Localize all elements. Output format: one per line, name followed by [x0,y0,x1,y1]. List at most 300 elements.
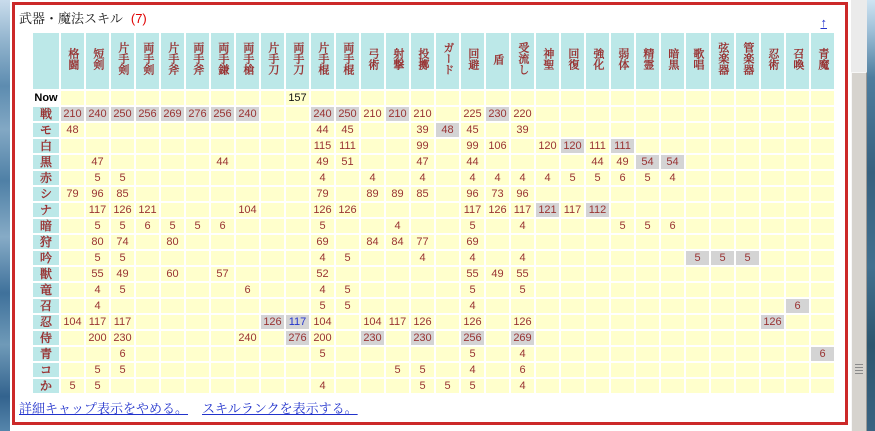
skill-cell: 210 [411,107,434,121]
skill-cell: 120 [536,139,559,153]
skill-cell [561,107,584,121]
back-to-top-link[interactable]: ↑ [820,15,827,30]
skill-cell: 256 [136,107,159,121]
skill-cell [336,379,359,393]
skill-cell [86,139,109,153]
skill-cell: 4 [511,347,534,361]
skill-cell [461,91,484,105]
skill-cell [586,267,609,281]
skill-cell [736,155,759,169]
skill-cell [261,251,284,265]
skill-cell [161,171,184,185]
skill-cell [486,379,509,393]
skill-cell: 230 [111,331,134,345]
skill-cell [211,283,234,297]
skill-cell: 79 [311,187,334,201]
skill-cell: 84 [386,235,409,249]
column-header: 回復 [561,33,584,89]
skill-cell: 80 [161,235,184,249]
row-label: 戦 [33,107,59,121]
skill-cell [761,203,784,217]
skill-cell: 44 [211,155,234,169]
toggle-cap-display-link[interactable]: 詳細キャップ表示をやめる。 [19,401,189,416]
skill-cell [761,155,784,169]
skill-cell [711,155,734,169]
skill-cell [636,235,659,249]
skill-cell [661,251,684,265]
skill-cell [686,219,709,233]
skill-cell [286,171,309,185]
skill-cell [311,91,334,105]
skill-cell [436,107,459,121]
skill-cell: 49 [611,155,634,169]
skill-cell [736,107,759,121]
skill-cell [736,267,759,281]
skill-cell [286,219,309,233]
skill-cell [736,171,759,185]
skill-cell: 200 [311,331,334,345]
skill-cell [186,315,209,329]
skill-cell [536,91,559,105]
skill-cell [136,91,159,105]
skill-cell [286,187,309,201]
skill-cell: 200 [86,331,109,345]
skill-cell [436,187,459,201]
skill-cell [711,203,734,217]
skill-cell [686,123,709,137]
skill-cell [561,155,584,169]
skill-cell [186,251,209,265]
skill-cell [786,379,809,393]
skill-cell [536,315,559,329]
skill-cell: 5 [411,379,434,393]
skill-cell: 225 [461,107,484,121]
skill-cell: 99 [461,139,484,153]
row-label: 赤 [33,171,59,185]
skill-cell: 4 [511,379,534,393]
skill-cell [386,251,409,265]
skill-cell [811,203,834,217]
row-label: 召 [33,299,59,313]
skill-cell [111,123,134,137]
skill-cell [186,347,209,361]
skill-cell [636,299,659,313]
skill-cell [136,155,159,169]
skill-cell [536,107,559,121]
skill-cell [611,283,634,297]
skill-cell [636,379,659,393]
column-header: 青魔 [811,33,834,89]
skill-cell [736,331,759,345]
skill-cell: 5 [336,251,359,265]
skill-cell [661,331,684,345]
skill-cell: 39 [411,123,434,137]
skill-cell: 79 [61,187,84,201]
skill-cell [361,155,384,169]
skill-cell [786,171,809,185]
skill-cell [236,347,259,361]
skill-cell: 5 [686,251,709,265]
skill-cell: 5 [111,283,134,297]
skill-cell [536,251,559,265]
skill-cell [211,235,234,249]
skill-cell: 6 [236,283,259,297]
skill-cell [511,91,534,105]
skill-cell [736,315,759,329]
skill-cell [236,219,259,233]
skill-cell [211,123,234,137]
skill-cell [736,91,759,105]
skill-cell: 80 [86,235,109,249]
skill-cell: 4 [661,171,684,185]
skill-cell [561,267,584,281]
column-header: 両手剣 [136,33,159,89]
skill-cell [686,171,709,185]
skill-cell [611,251,634,265]
skill-cell [436,219,459,233]
skill-cell: 69 [311,235,334,249]
skill-cell [86,347,109,361]
row-label: 竜 [33,283,59,297]
skill-cell [486,363,509,377]
skill-cell: 96 [461,187,484,201]
skill-cell: 44 [461,155,484,169]
skill-cell [436,235,459,249]
skill-cell [586,123,609,137]
table-row [33,171,834,185]
skill-cell [736,187,759,201]
skill-cell: 4 [86,299,109,313]
skill-cell: 126 [111,203,134,217]
skill-cell [136,187,159,201]
skill-cell [236,171,259,185]
table-row [33,107,834,121]
skill-cell [336,315,359,329]
skill-cell [661,187,684,201]
skill-cell [686,363,709,377]
skill-cell [161,123,184,137]
skill-cell [261,107,284,121]
skill-cell: 4 [536,171,559,185]
skill-cell [411,203,434,217]
skill-cell: 4 [311,283,334,297]
skill-cell: 60 [161,267,184,281]
skill-cell [336,91,359,105]
skill-cell: 4 [461,171,484,185]
skill-cell [586,91,609,105]
skill-cell [386,283,409,297]
skill-cell [811,123,834,137]
skill-cell [211,379,234,393]
skill-cell [111,91,134,105]
skill-cell [261,155,284,169]
skill-cell [761,363,784,377]
skill-cell [386,123,409,137]
skill-cell [136,283,159,297]
skill-cell: 5 [411,363,434,377]
skill-cell [561,347,584,361]
skill-cell [236,139,259,153]
skill-cell [611,315,634,329]
skill-cell [686,91,709,105]
vertical-scrollbar[interactable] [851,0,867,431]
skill-cell [361,283,384,297]
skill-cell: 4 [511,251,534,265]
skill-cell [286,107,309,121]
column-header: 片手斧 [161,33,184,89]
skill-cell [286,155,309,169]
skill-cell [786,203,809,217]
panel-counter: (7) [130,11,147,26]
skill-cell [361,267,384,281]
skill-cell [786,283,809,297]
table-row [33,91,834,105]
skill-cell: 240 [236,331,259,345]
skill-cell [386,347,409,361]
skill-cell [536,155,559,169]
skill-cell [486,283,509,297]
skill-cell [386,379,409,393]
skill-cell: 45 [461,123,484,137]
table-row [33,267,834,281]
skill-cell [611,299,634,313]
column-header: 忍術 [761,33,784,89]
skill-cell [111,299,134,313]
skill-cell [761,299,784,313]
skill-cell [736,203,759,217]
skill-cell [586,219,609,233]
skill-cell [811,219,834,233]
skill-cell: 5 [86,171,109,185]
skill-cell [211,203,234,217]
skill-cell: 117 [386,315,409,329]
skill-cell [486,331,509,345]
skill-cell [761,123,784,137]
skill-cell [486,251,509,265]
skill-cell [761,139,784,153]
skill-cell [636,107,659,121]
skill-cell [361,91,384,105]
skill-cell: 240 [86,107,109,121]
skill-cell [561,363,584,377]
skill-cell: 6 [211,219,234,233]
skill-cell [336,187,359,201]
skill-cell [236,91,259,105]
skill-cell [161,315,184,329]
skill-cell [61,91,84,105]
skill-cell [811,363,834,377]
skill-cell [711,315,734,329]
skill-cell: 6 [136,219,159,233]
skill-cell [86,123,109,137]
table-row [33,299,834,313]
skill-cell [361,251,384,265]
skill-cell [611,235,634,249]
table-row [33,123,834,137]
skill-cell: 85 [411,187,434,201]
skill-cell: 48 [436,123,459,137]
skill-cell [586,251,609,265]
skill-cell [661,299,684,313]
skill-cell [186,331,209,345]
skill-cell: 111 [611,139,634,153]
skill-cell [661,363,684,377]
skill-cell: 120 [561,139,584,153]
skill-cell [686,107,709,121]
skill-cell: 126 [411,315,434,329]
skill-cell [586,315,609,329]
skill-cell [761,251,784,265]
row-label: 獣 [33,267,59,281]
skill-cell: 104 [311,315,334,329]
skill-cell [286,203,309,217]
skill-cell [411,267,434,281]
skill-cell: 5 [461,347,484,361]
skill-cell: 5 [186,219,209,233]
skill-cell [236,315,259,329]
skill-cell: 250 [111,107,134,121]
skill-cell [711,235,734,249]
row-label: 黒 [33,155,59,169]
skill-cell [186,171,209,185]
skill-cell [786,187,809,201]
skill-cell [536,219,559,233]
column-header: 射撃 [386,33,409,89]
skill-cell [261,123,284,137]
skill-cell [186,91,209,105]
skill-cell [436,315,459,329]
skill-cell [386,139,409,153]
skill-cell [236,235,259,249]
skill-cell [411,299,434,313]
table-row [33,251,834,265]
skill-cell [386,331,409,345]
skill-cell [361,123,384,137]
skill-cell [336,235,359,249]
skill-cell [111,379,134,393]
skill-cell: 111 [586,139,609,153]
skill-cell: 230 [361,331,384,345]
table-row [33,155,834,169]
skill-cell [586,379,609,393]
skill-cell [211,331,234,345]
column-header: 神聖 [536,33,559,89]
skill-cell: 240 [236,107,259,121]
skill-cell [536,331,559,345]
skill-cell: 104 [236,203,259,217]
skill-cell: 6 [111,347,134,361]
skill-cell [711,379,734,393]
skill-cell [611,267,634,281]
skill-cell: 117 [561,203,584,217]
skill-cell [186,283,209,297]
skill-cell: 5 [436,379,459,393]
skill-cell: 117 [86,315,109,329]
table-row [33,347,834,361]
skill-cell [261,331,284,345]
window-edge-left [0,0,10,431]
skill-cell [261,379,284,393]
skill-cell [186,267,209,281]
skill-cell [761,379,784,393]
skill-cell [186,139,209,153]
skill-cell: 5 [561,171,584,185]
skill-cell: 5 [86,219,109,233]
column-header: ガード [436,33,459,89]
skill-cell [261,139,284,153]
skill-cell: 44 [311,123,334,137]
skill-cell [136,379,159,393]
skill-cell [211,315,234,329]
skill-cell [411,347,434,361]
skill-cell: 157 [286,91,309,105]
skill-cell [211,299,234,313]
skill-cell [636,139,659,153]
skill-cell [136,235,159,249]
skill-cell [611,363,634,377]
show-skill-rank-link[interactable]: スキルランクを表示する。 [202,401,358,416]
footer-links [19,398,845,417]
table-row [33,187,834,201]
column-header: 受流し [511,33,534,89]
skill-cell [486,219,509,233]
skill-cell [536,299,559,313]
skill-cell [536,123,559,137]
skill-cell [111,155,134,169]
column-header: 歌唱 [686,33,709,89]
skill-cell: 6 [661,219,684,233]
skill-cell [611,331,634,345]
window-edge-right [867,0,875,431]
scrollbar-thumb[interactable] [851,72,867,431]
skill-cell [436,203,459,217]
column-header: 弦楽器 [711,33,734,89]
skill-panel [12,2,848,425]
skill-cell [636,331,659,345]
skill-cell: 4 [386,219,409,233]
skill-cell [611,123,634,137]
skill-cell: 106 [486,139,509,153]
row-label: 吟 [33,251,59,265]
skill-cell [161,379,184,393]
skill-cell [211,251,234,265]
skill-cell: 250 [336,107,359,121]
skill-cell [561,123,584,137]
skill-cell [586,107,609,121]
skill-cell [611,379,634,393]
skill-cell [686,139,709,153]
skill-cell [561,235,584,249]
skill-cell [661,91,684,105]
skill-cell: 104 [61,315,84,329]
column-header: 精霊 [636,33,659,89]
skill-cell [711,171,734,185]
skill-cell [786,107,809,121]
column-header: 格闘 [61,33,84,89]
skill-cell: 4 [311,251,334,265]
skill-cell [161,187,184,201]
skill-cell [436,363,459,377]
skill-cell [636,315,659,329]
skill-cell [811,171,834,185]
skill-cell [261,299,284,313]
skill-cell [561,251,584,265]
table-row [33,379,834,393]
skill-cell: 4 [461,299,484,313]
skill-cell [761,171,784,185]
skill-cell [136,315,159,329]
skill-cell: 121 [536,203,559,217]
